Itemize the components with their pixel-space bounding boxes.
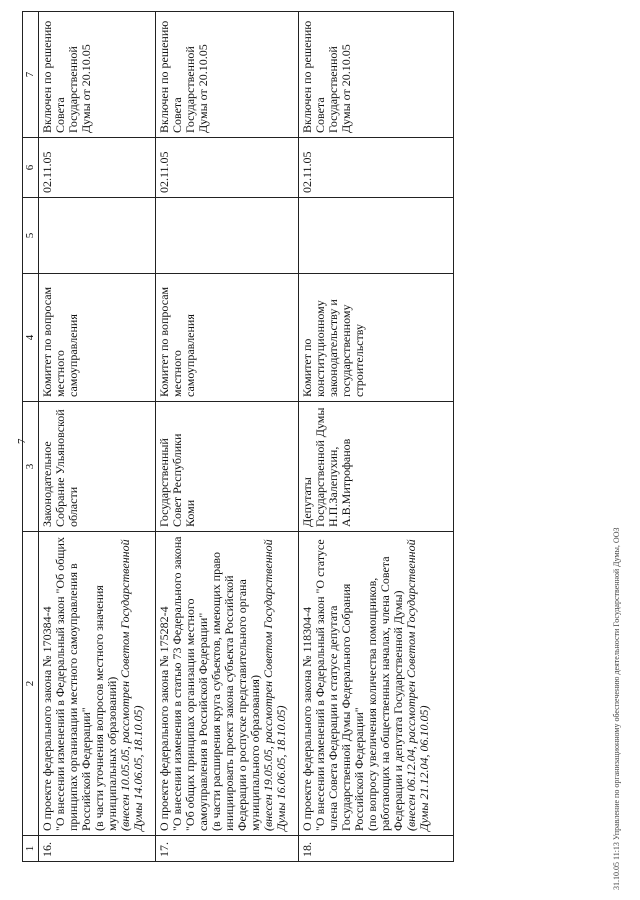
table-row [299,12,454,862]
column-5-cell [39,198,156,274]
document-footer: 31.10.05 11:13 Управление по организационному обеспечению деятельности Государственной Думы, ООЗ [612,527,621,890]
column-header: 2 [23,532,39,836]
bill-date: 02.11.05 [156,138,299,198]
column-header: 6 [23,138,39,198]
bill-description [299,532,454,836]
page-number: 7 [16,438,28,444]
bill-committee: Комитет по конституционному законодательству и государственному строительству [299,274,454,402]
bill-date: 02.11.05 [39,138,156,198]
bill-title: О проекте федерального закона № 175282-4 [157,606,171,831]
bill-submitted: (внесен 19.05.05, рассмотрен Советом Государственной Думы 16.06.05, 18.10.05) [261,539,288,831]
bill-author: Законодательное Собрание Ульяновской области [39,402,156,532]
bill-status: Включен по решению Совета Государственной Думы от 20.10.05 [156,12,299,138]
bill-name: "О внесении изменений в Федеральный закон "О статусе члена Совета Федерации и статусе депутата Государственной Думы Федерального Собрания Российской Федерации" [313,539,366,831]
table-row [156,12,299,862]
bill-title: О проекте федерального закона № 118304-4 [300,606,314,831]
bill-name: "О внесении изменения в статью 73 Федерального закона "Об общих принципах организации местного самоуправления в Российской Федерации" [170,536,210,831]
row-number: 16. [39,836,156,862]
table-row [39,12,156,862]
bill-submitted: (внесен 06.12.04, рассмотрен Советом Государственной Думы 21.12.04, 06.10.05) [404,539,431,831]
column-header: 1 [23,836,39,862]
column-header: 7 [23,12,39,138]
row-number: 18. [299,836,454,862]
column-header: 5 [23,198,39,274]
bill-date: 02.11.05 [299,138,454,198]
column-5-cell [156,198,299,274]
bill-submitted: (внесен 10.05.05, рассмотрен Советом Государственной Думы 14.06.05, 18.10.05) [118,539,145,831]
document-sheet [22,12,596,862]
bill-status: Включен по решению Совета Государственной Думы от 20.10.05 [39,12,156,138]
column-header: 4 [23,274,39,402]
bill-description [156,532,299,836]
bill-note: (в части расширения круга субъектов, имеющих право инициировать проект закона субъекта Российской Федерации о роспуске представительного органа муниципального образования) [209,551,262,831]
bill-note: (по вопросу увеличения количества помощников, работающих на общественных началах, члена Совета Федерации и депутата Государственной Думы) [365,556,405,831]
column-number-row [23,12,39,862]
bill-status: Включен по решению Совета Государственной Думы от 20.10.05 [299,12,454,138]
bill-committee: Комитет по вопросам местного самоуправления [156,274,299,402]
row-number: 17. [156,836,299,862]
column-5-cell [299,198,454,274]
bill-committee: Комитет по вопросам местного самоуправления [39,274,156,402]
bill-title: О проекте федерального закона № 170384-4 [40,606,54,831]
bill-author: Депутаты Государственной Думы Н.П.Залепухин, А.В.Митрофанов [299,402,454,532]
bill-note: (в части уточнения вопросов местного значения муниципальных образований) [92,585,119,831]
bills-table [22,11,454,862]
column-header: 3 [23,402,39,532]
bill-author: Государственный Совет Республики Коми [156,402,299,532]
bill-name: "О внесении изменений в Федеральный закон "Об общих принципах организации местного самоуправления в Российской Федерации" [53,537,93,831]
bill-description [39,532,156,836]
